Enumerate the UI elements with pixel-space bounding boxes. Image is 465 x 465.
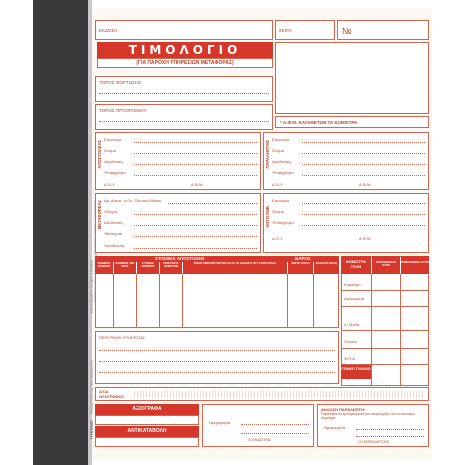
side-note-3: ΠΡΩΤΟΤΥΠΟ: ΓΙΑ ΤΟΝ ΠΑΡΑΛΗΠΤΗ (90, 360, 94, 415)
recipient-afm: Α.Φ.Μ. (359, 182, 372, 187)
valuables-button[interactable]: ΑΞΙΟΓΡΑΦΑ (95, 404, 199, 415)
goods-group-label: ΣΤΟΙΧΕΙΑ ΑΠΟΣΤΟΛΗΣ (155, 256, 205, 261)
declaration-title: ΔΗΛΩΣΗ ΠΑΡΑΛΗΠΤΗ: (321, 407, 366, 412)
col-net: ΚΑΘΑΡΟ (ΚΙΛΑ) (314, 262, 339, 274)
recipient-doy: Δ.Ο.Υ. (272, 182, 284, 187)
side-note-2: Α.Φ.Μ. ΕΚΔΟΤΗ ΤΥΠΟΓΡ. ΣΤΟΙΧΕΙΑ (90, 260, 94, 314)
service-description[interactable] (95, 331, 339, 384)
buyer-surname: Επώνυμο (272, 198, 290, 203)
afm-note-box (275, 116, 429, 128)
afm-note: * Α.Φ.Μ. ΚΑΤΑΘΕΤΩΝ ΤΑ ΚΟΜΙΣΤΡΑ (280, 120, 358, 125)
issuer-signature[interactable] (202, 404, 314, 447)
row-expenses: Λ. έξοδα (344, 322, 360, 327)
paid-head: ΠΛΗΡΩΘΗΚΑΝ ΕΥΡΩ (372, 256, 400, 274)
sender-address: Διεύθυνση (104, 159, 123, 164)
col-code: ΚΩΔΙΚΟΣ ΑΡΙΘΜΟΣ (95, 262, 113, 274)
receipt-date-label: Ημερομηνία (324, 425, 346, 430)
vehicle-driver: Οδηγός (104, 209, 118, 214)
valuables-field[interactable] (95, 415, 199, 425)
vehicle-address-2: *Διεύθυνση (104, 243, 125, 248)
sender-name: Όνομα (104, 148, 116, 153)
seira-field[interactable] (275, 20, 335, 40)
issuer-stamp-area (275, 42, 429, 114)
grand-total-label: ΓΕΝΙΚΟ ΣΥΝΟΛΟ (341, 365, 371, 379)
vehicle-block[interactable] (95, 193, 261, 253)
cod-field[interactable] (95, 437, 199, 447)
buyer-block[interactable] (263, 193, 429, 253)
col-gross: ΜΙΚΤΟ (ΚΙΛΑ) (288, 262, 313, 274)
recipient-declaration[interactable] (317, 404, 429, 447)
sender-profession: *Επάγγελμα (104, 170, 126, 175)
sender-surname: Επώνυμο (104, 137, 122, 142)
row-rights: Δικαιώματα (344, 296, 365, 301)
buyer-doy: Δ.Ο.Υ. (272, 236, 284, 241)
vehicle-section-label: ΜΕΤΑΦΟΡΕΑΣ (97, 200, 102, 230)
ekdosi-field[interactable] (95, 20, 273, 40)
seira-label: ΣΕΙΡΑ (279, 28, 292, 33)
invoice-title: ΤΙΜΟΛΟΓΙΟ (97, 42, 273, 58)
destination-field[interactable] (95, 104, 273, 130)
invoice-subtitle: (ΓΙΑ ΠΑΡΟΧΗ ΥΠΗΡΕΣΙΩΝ ΜΕΤΑΦΟΡΑΣ) (97, 58, 273, 68)
row-freight: Κόμιστρο (344, 282, 361, 287)
recipient-sign-label: Ο ΠΑΡΑΛΗΠΤΗΣ (358, 439, 390, 444)
col-goods-type: ΕΙΔΟΣ ΕΜΠΟΡΕΥΜΑΤΟΣ ΚΑΤΑ ΤΗ ΔΗΛΩΣΗ ΤΟΥ ΑΠΟΣΤΟΛΕΑ (183, 262, 287, 274)
row-total: Σύνολο (344, 339, 357, 344)
destination-label: ΤΟΠΟΣ ΠΡΟΟΡΙΣΜΟΥ: (99, 108, 148, 113)
brand-mark: TYPOTRUST (90, 420, 94, 440)
recipient-surname: Επώνυμο (272, 137, 290, 142)
issue-date-label: Ημερομηνία (209, 420, 231, 425)
ekdosi-label: ΕΚΔΟΣΗ (99, 28, 118, 33)
issuer-label: Ο ΕΚΔΟΤΗΣ (248, 437, 272, 442)
cod-button[interactable]: ΑΝΤΙΚΑΤΑΒΟΛΗ (95, 426, 199, 437)
loading-place-label: ΤΟΠΟΣ ΦΟΡΤΩΣΗΣ: (99, 80, 143, 85)
description-label: ΠΕΡΙΓΡΑΦΗ ΥΠΗΡΕΣΙΑΣ: (99, 335, 147, 340)
number-field[interactable] (337, 20, 429, 40)
weight-group-label: ΒΑΡΟΣ (295, 256, 311, 261)
loading-place-field[interactable] (95, 76, 273, 102)
number-label: № (342, 26, 352, 36)
recipient-name: Όνομα (272, 148, 284, 153)
col-total-no: ΣΥΝΟΛΟ ΑΡΙΘΜΟΣ (137, 262, 159, 274)
declaration-text: Παρέλαβα τα εμπορεύματα και αναγνωρίζω ότι τα ανωτέρω κόμιστρα (321, 412, 416, 420)
buyer-profession: *Επάγγελμα (272, 220, 294, 225)
row-vat: Φ.Π.Α. (344, 356, 357, 361)
buyer-section-label: ΑΝΤΙΣΥΜΒ. (265, 205, 270, 228)
owed-head: ΟΦΕΙΛΟΜΕΝΑ ΕΥΡΩ (401, 256, 429, 274)
sender-section-label: ΑΠΟΣΤΟΛΕΑΣ (97, 140, 102, 169)
sender-afm: Α.Φ.Μ. (191, 182, 204, 187)
vehicle-industry: *Βιοτεχνία (104, 231, 122, 236)
buyer-name: Όνομα (272, 209, 284, 214)
charges-head: ΚΟΜΙΣΤΡΑ ΤΕΛΗ (341, 256, 371, 274)
sender-block[interactable] (95, 132, 261, 190)
vehicle-plate: Αρ. Αυτοκ. ή Ον. Πλωτού Μέσου (104, 198, 162, 203)
amount-in-words[interactable] (95, 387, 429, 401)
binding-spine (33, 0, 88, 465)
sender-doy: Δ.Ο.Υ. (104, 182, 116, 187)
vehicle-address: Διεύθυνση (104, 220, 123, 225)
recipient-block[interactable] (263, 132, 429, 190)
col-invoice-no: ΑΡΙΘΜΟΣ ΤΙΜ. ΔΕΛΤ. (114, 262, 136, 274)
col-qty-parcels: ΠΟΣΟΤΗΤΑ ΔΕΜΑΤΩΝ (160, 262, 182, 274)
recipient-address: Διεύθυνση (272, 159, 291, 164)
recipient-profession: *Επάγγελμα (272, 170, 294, 175)
amount-words-label: ΑΞΙΑ ΟΛΟΓΡΑΦΩΣ (99, 389, 125, 399)
buyer-afm: Α.Φ.Μ. (359, 236, 372, 241)
recipient-section-label: ΠΑΡΑΛΗΠΤΗΣ (265, 140, 270, 169)
